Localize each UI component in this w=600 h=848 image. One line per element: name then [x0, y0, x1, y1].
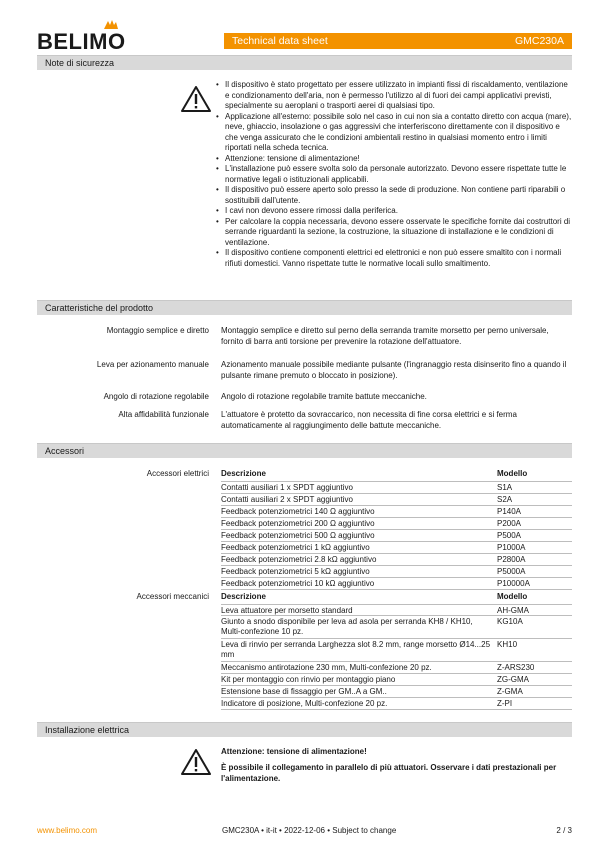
logo-mark-icon [103, 19, 119, 31]
table-row [221, 578, 572, 590]
section-features-bar [37, 300, 572, 315]
table-row [221, 674, 572, 686]
accessory-category-electrical: Accessori elettrici [146, 469, 209, 478]
safety-item: • Il dispositivo può essere aperto solo presso la sede di produzione. Non contiene parti riparabili o sostituibili dall'utente. [216, 185, 572, 206]
row-description: Feedback potenziometrici 200 Ω aggiuntivo [221, 519, 375, 528]
header-product: GMC230A [514, 35, 564, 47]
page-header [0, 0, 600, 60]
row-model: P2800A [497, 555, 526, 564]
row-model: Z-ARS230 [497, 663, 535, 672]
table-row [221, 698, 572, 710]
feature-label: Alta affidabilità funzionale [118, 410, 209, 419]
row-model: P10000A [497, 579, 530, 588]
footer-page-number: 2 / 3 [556, 826, 572, 835]
electrical-warning-text: È possibile il collegamento in parallelo di più attuatori. Osservare i dati prestazionali per l'alimentazione. [221, 763, 557, 783]
section-safety-bar [37, 55, 572, 70]
header-title-bar [224, 33, 572, 49]
feature-text: Angolo di rotazione regolabile tramite battute meccaniche. [221, 392, 427, 401]
table-row [221, 616, 572, 639]
electrical-warning-title: Attenzione: tensione di alimentazione! [221, 747, 367, 756]
safety-list [216, 80, 572, 269]
row-description: Feedback potenziometrici 5 kΩ aggiuntivo [221, 567, 370, 576]
row-description: Indicatore di posizione, Multi-confezione 20 pz. [221, 699, 388, 708]
safety-item: • Il dispositivo è stato progettato per essere utilizzato in impianti fissi di riscaldamento, ventilazione e condizionamento dell'aria, non è permesso l'utilizzo al di fuori dei campi applicativi previsti, specialmente su aeroplani o trasporti aerei di qualsiasi tipo. [216, 80, 572, 112]
feature-text: L'attuatore è protetto da sovraccarico, non necessita di fine corsa elettrici e si ferma automaticamente al raggiungimento delle battute meccaniche. [221, 410, 517, 430]
table-header-model: Modello [497, 469, 528, 478]
safety-item: • I cavi non devono essere rimossi dalla periferica. [216, 206, 572, 217]
section-accessories-title: Accessori [45, 446, 85, 456]
row-description: Kit per montaggio con rinvio per montaggio piano [221, 675, 396, 684]
footer-website-link[interactable]: www.belimo.com [37, 826, 98, 835]
row-model: KG10A [497, 617, 523, 626]
safety-item: • Attenzione: tensione di alimentazione! [216, 154, 572, 165]
section-accessories-bar [37, 443, 572, 458]
row-description: Leva di rinvio per serranda Larghezza slot 8.2 mm, range morsetto Ø14...25 mm [221, 640, 491, 659]
row-model: Z-PI [497, 699, 513, 708]
feature-text: Montaggio semplice e diretto sul perno della serranda tramite morsetto per perno universale, fornito di barra anti torsione per prevenire la rotazione dell'attuatore. [221, 326, 549, 346]
row-model: AH-GMA [497, 606, 529, 615]
table-header-model: Modello [497, 592, 528, 601]
feature-label: Leva per azionamento manuale [96, 360, 209, 369]
feature-label: Angolo di rotazione regolabile [103, 392, 209, 401]
row-model: P200A [497, 519, 522, 528]
table-header-description: Descrizione [221, 592, 266, 601]
safety-item: • L'installazione può essere svolta solo da personale autorizzato. Devono essere rispettate tutte le normative legali o istituzionali applicabili. [216, 164, 572, 185]
section-safety-title: Note di sicurezza [45, 58, 115, 68]
row-model: P5000A [497, 567, 526, 576]
table-row [221, 554, 572, 566]
table-header-description: Descrizione [221, 469, 266, 478]
footer-doc-info: GMC230A • it-it • 2022-12-06 • Subject to change [222, 826, 397, 835]
table-row [221, 494, 572, 506]
row-model: S1A [497, 483, 513, 492]
row-description: Feedback potenziometrici 10 kΩ aggiuntivo [221, 579, 375, 588]
safety-item: • Applicazione all'esterno: possibile solo nel caso in cui non sia a contatto diretto con acqua (mare), neve, ghiaccio, insolazione o gas aggressivi che interferiscono direttamente con il dispositivo e che venga assicurato che le condizioni ambientali restino in qualsiasi momento entro i limiti riportati nella scheda tecnica. [216, 112, 572, 154]
row-description: Feedback potenziometrici 140 Ω aggiuntivo [221, 507, 375, 516]
section-electrical-title: Installazione elettrica [45, 725, 130, 735]
table-row [221, 506, 572, 518]
row-description: Estensione base di fissaggio per GM..A a GM.. [221, 687, 387, 696]
row-model: S2A [497, 495, 513, 504]
section-electrical-bar [37, 722, 572, 737]
safety-item: • Il dispositivo contiene componenti elettrici ed elettronici e non può essere smaltito con i normali rifiuti domestici. Vanno rispettate tutte le normative locali sullo smaltimento. [216, 248, 572, 269]
warning-triangle-icon [180, 748, 212, 776]
header-title: Technical data sheet [232, 35, 328, 47]
row-model: KH10 [497, 640, 518, 649]
safety-item: • Per calcolare la coppia necessaria, devono essere osservate le specifiche fornite dai costruttori di serrande riguardanti la sezione, la costruzione, la situazione di installazione e le condizioni di ventilazione. [216, 217, 572, 249]
accessory-category-mechanical: Accessori meccanici [136, 592, 209, 601]
row-description: Meccanismo antirotazione 230 mm, Multi-confezione 20 pz. [221, 663, 432, 672]
table-row [221, 639, 572, 662]
feature-label: Montaggio semplice e diretto [106, 326, 209, 335]
table-row [221, 566, 572, 578]
feature-text: Azionamento manuale possibile mediante pulsante (l'ingranaggio resta disinserito fino a quando il pulsante rimane premuto o bloccato in posizione). [221, 360, 567, 380]
row-description: Giunto a snodo disponibile per leva ad asola per serranda KH8 / KH10, Multi-confezione 10 pz. [221, 617, 473, 636]
row-description: Contatti ausiliari 2 x SPDT aggiuntivo [221, 495, 353, 504]
table-row [221, 686, 572, 698]
row-model: Z-GMA [497, 687, 523, 696]
row-model: ZG-GMA [497, 675, 529, 684]
section-features-title: Caratteristiche del prodotto [45, 303, 154, 313]
row-description: Leva attuatore per morsetto standard [221, 606, 353, 615]
row-description: Contatti ausiliari 1 x SPDT aggiuntivo [221, 483, 353, 492]
belimo-logo: BELIMO [37, 29, 126, 54]
row-description: Feedback potenziometrici 2.8 kΩ aggiuntivo [221, 555, 377, 564]
row-model: P1000A [497, 543, 526, 552]
table-row [221, 530, 572, 542]
row-description: Feedback potenziometrici 1 kΩ aggiuntivo [221, 543, 370, 552]
table-row [221, 482, 572, 494]
table-row [221, 542, 572, 554]
table-row [221, 605, 572, 616]
row-model: P140A [497, 507, 522, 516]
row-model: P500A [497, 531, 522, 540]
table-row [221, 518, 572, 530]
table-row [221, 662, 572, 674]
row-description: Feedback potenziometrici 500 Ω aggiuntivo [221, 531, 375, 540]
warning-triangle-icon [180, 85, 212, 113]
